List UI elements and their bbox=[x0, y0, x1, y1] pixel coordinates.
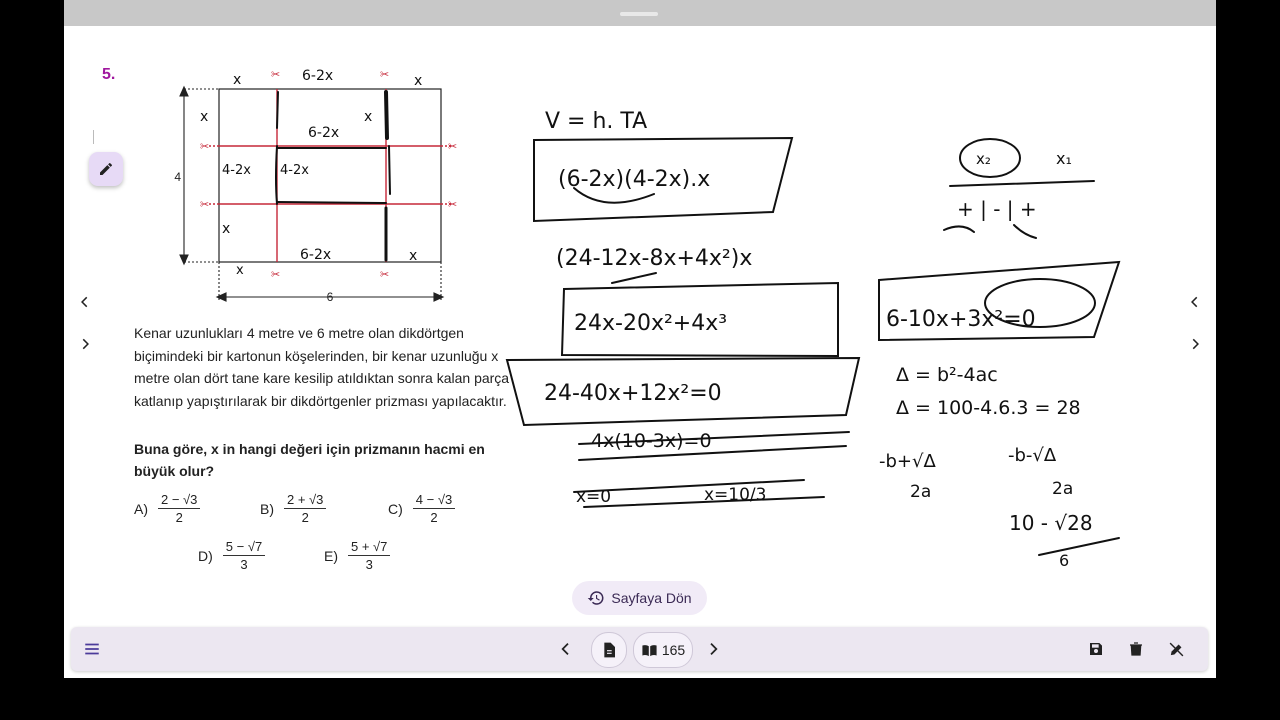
page-number: 165 bbox=[661, 642, 686, 658]
question-number: 5. bbox=[102, 66, 116, 83]
scissors-icon: ✂ bbox=[448, 198, 458, 211]
scissors-icon: ✂ bbox=[200, 140, 210, 153]
edit-off-icon bbox=[1168, 641, 1185, 658]
hw-inner-left-label: 4-2x bbox=[280, 163, 309, 178]
hw-sign-chart: + | - | + bbox=[957, 197, 1037, 221]
hw-x-label: x bbox=[222, 221, 231, 237]
document-button[interactable] bbox=[591, 632, 627, 668]
hw-root-1: x₁ bbox=[1056, 149, 1072, 168]
hw-line-1: V = h. TA bbox=[545, 109, 648, 134]
chevron-left-icon bbox=[558, 641, 574, 657]
hw-delta-value: Δ = 100-4.6.3 = 28 bbox=[896, 397, 1081, 419]
return-button-label: Sayfaya Dön bbox=[611, 590, 692, 606]
hw-x-label: x bbox=[364, 109, 373, 125]
choice-letter: E) bbox=[324, 547, 338, 564]
history-icon bbox=[587, 589, 605, 607]
hw-root-minus-num: -b-√Δ bbox=[1008, 445, 1057, 466]
hw-left-label: 4-2x bbox=[222, 163, 251, 178]
question-prompt: Buna göre, x in hangi değeri için prizmanın hacmi en büyük olur? bbox=[134, 441, 485, 479]
hw-line-3: (24-12x-8x+4x²)x bbox=[556, 246, 753, 271]
hw-x-label: x bbox=[200, 109, 209, 125]
scissors-icon: ✂ bbox=[380, 268, 390, 281]
delete-button[interactable] bbox=[1124, 637, 1148, 661]
menu-button[interactable] bbox=[80, 637, 104, 661]
page-selector[interactable] bbox=[633, 632, 693, 668]
hw-line-2: (6-2x)(4-2x).x bbox=[558, 167, 711, 192]
scissors-icon: ✂ bbox=[448, 140, 458, 153]
choice-fraction: $\frac{5 - √7}{3}$ bbox=[223, 539, 265, 572]
choice-fraction: $\frac{2 + √3}{2}$ bbox=[284, 492, 326, 525]
save-icon bbox=[1088, 641, 1104, 657]
save-button[interactable] bbox=[1084, 637, 1108, 661]
height-label: 4 bbox=[174, 170, 181, 184]
hw-bottom-label: 6-2x bbox=[300, 247, 332, 263]
hw-x-label: x bbox=[409, 248, 418, 264]
hw-delta-formula: Δ = b²-4ac bbox=[896, 364, 998, 386]
document-viewport bbox=[64, 0, 1216, 678]
hw-line-4: 24x-20x²+4x³ bbox=[574, 311, 728, 336]
scissors-icon: ✂ bbox=[271, 268, 281, 281]
ink-fraction-bar bbox=[1039, 538, 1119, 555]
choice-letter: A) bbox=[134, 500, 148, 517]
menu-icon bbox=[83, 640, 101, 658]
hw-root-plus-num: -b+√Δ bbox=[879, 451, 936, 472]
choice-letter: D) bbox=[198, 547, 213, 564]
hw-quadratic: 6-10x+3x²=0 bbox=[886, 307, 1036, 332]
hw-root-minus-den: 2a bbox=[1052, 479, 1074, 499]
handwriting-layer bbox=[64, 0, 1216, 620]
choice-fraction: $\frac{2 - √3}{2}$ bbox=[158, 492, 200, 525]
hw-root-2: x₂ bbox=[976, 150, 991, 168]
hw-line-6: 4x(10-3x)=0 bbox=[591, 430, 712, 452]
width-label: 6 bbox=[326, 290, 334, 304]
hw-root-plus-den: 2a bbox=[910, 482, 932, 502]
scissors-icon: ✂ bbox=[271, 68, 281, 81]
hw-line-8: x=10/3 bbox=[704, 485, 767, 505]
next-page-button[interactable] bbox=[701, 637, 725, 661]
hw-x-label: x bbox=[233, 72, 242, 88]
hw-root-value-den: 6 bbox=[1059, 551, 1070, 570]
chevron-right-icon bbox=[705, 641, 721, 657]
trash-icon bbox=[1128, 641, 1144, 657]
choice-letter: B) bbox=[260, 500, 274, 517]
choice-fraction: $\frac{4 - √3}{2}$ bbox=[413, 492, 455, 525]
eraser-edit-button[interactable] bbox=[1164, 637, 1188, 661]
prev-page-button[interactable] bbox=[554, 637, 578, 661]
hw-top-label: 6-2x bbox=[302, 68, 334, 84]
document-icon bbox=[601, 642, 617, 658]
ink-number-line bbox=[950, 181, 1094, 186]
hw-line-5: 24-40x+12x²=0 bbox=[544, 381, 722, 406]
ink-scribble bbox=[612, 273, 656, 283]
hw-x-label: x bbox=[414, 73, 423, 89]
hw-x-label: x bbox=[236, 263, 244, 278]
ink-arrow bbox=[944, 225, 1036, 238]
hw-inner-top-label: 6-2x bbox=[308, 125, 340, 141]
hw-line-7: x=0 bbox=[576, 487, 612, 507]
question-text: Kenar uzunlukları 4 metre ve 6 metre olan dikdörtgen biçimindeki bir kartonun köşelerinden, bir kenar uzunluğu x metre olan dört tane kare kesilip atıldıktan sonra kalan parça katlanıp yapıştırılarak bir dikdörtgenler prizması yapılacaktır. bbox=[134, 325, 510, 409]
scissors-icon: ✂ bbox=[200, 198, 210, 211]
choice-fraction: $\frac{5 + √7}{3}$ bbox=[348, 539, 390, 572]
bottom-toolbar bbox=[71, 627, 1208, 671]
return-to-page-button[interactable] bbox=[572, 581, 707, 615]
scissors-icon: ✂ bbox=[380, 68, 390, 81]
choice-letter: C) bbox=[388, 500, 403, 517]
hw-root-value: 10 - √28 bbox=[1009, 511, 1093, 535]
book-icon bbox=[641, 642, 658, 659]
